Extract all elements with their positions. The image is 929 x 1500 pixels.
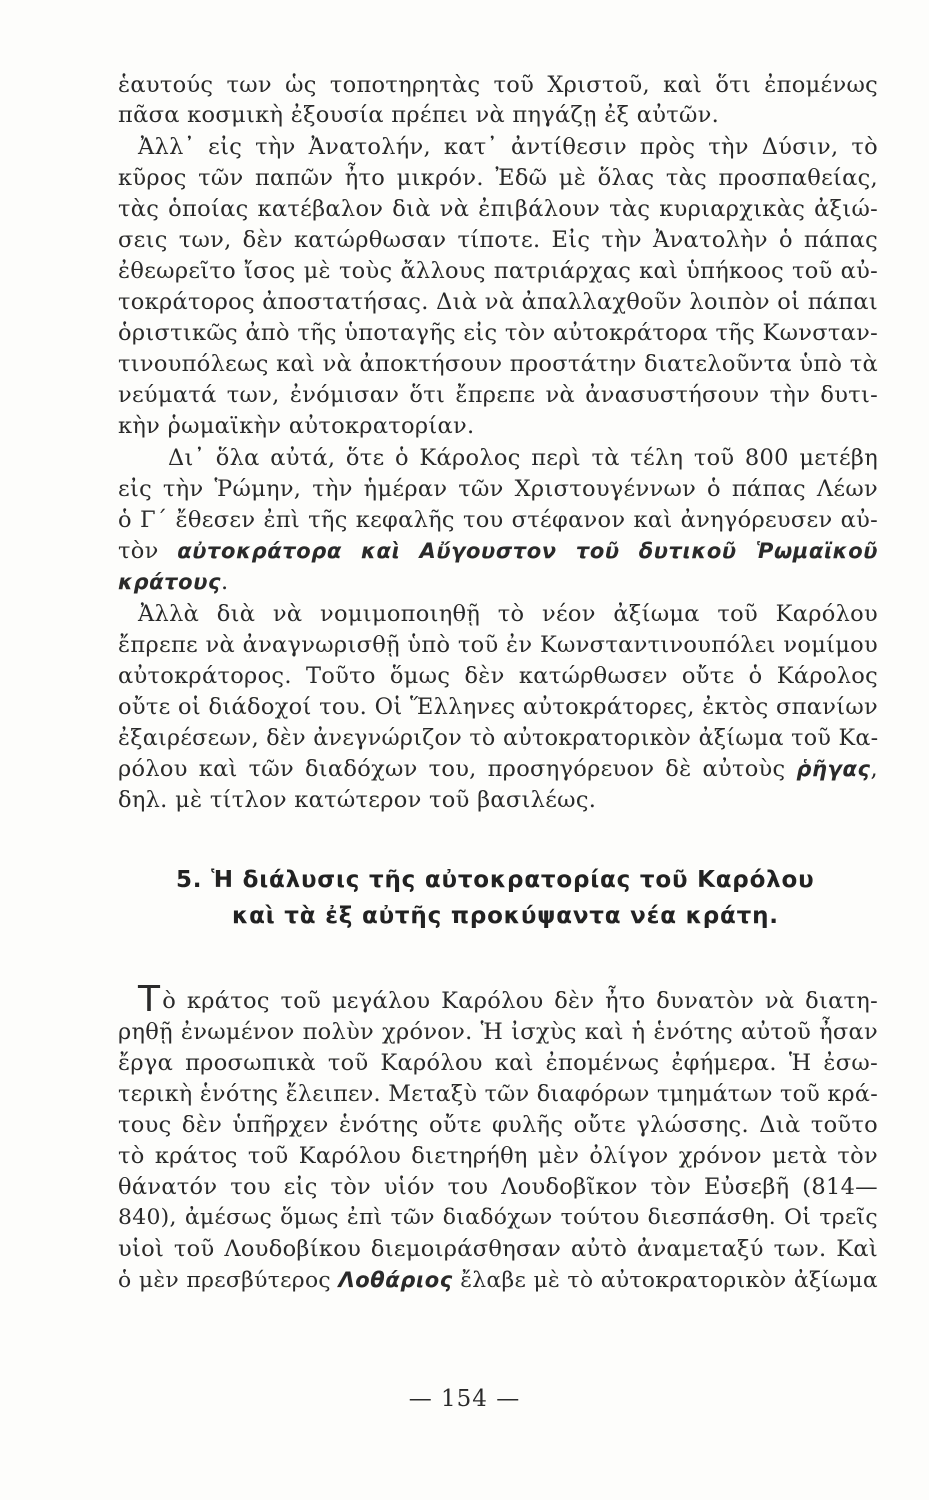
text-line: υἱοὶ τοῦ Λουδοβίκου διεμοιράσθησαν αὐτὸ ἀναμεταξύ των. Καὶ bbox=[118, 1236, 878, 1262]
text-line bbox=[118, 567, 878, 597]
text-line bbox=[118, 754, 878, 784]
text-line: εἰς τὴν Ῥώμην, τὴν ἡμέραν τῶν Χριστουγέννων ὁ πάπας Λέων bbox=[118, 476, 878, 502]
text-line: τερικὴ ἑνότης ἔλειπεν. Μεταξὺ τῶν διαφόρων τμημάτων τοῦ κρά- bbox=[118, 1081, 878, 1107]
text-line: κῦρος τῶν παπῶν ἦτο μικρόν. Ἐδῶ μὲ ὅλας τὰς προσπαθείας, bbox=[118, 165, 878, 191]
text-span: τὸν bbox=[118, 538, 159, 564]
text-line: ὁριστικῶς ἀπὸ τῆς ὑποταγῆς εἰς τὸν αὐτοκράτορα τῆς Κωνσταν- bbox=[118, 320, 878, 346]
section-title-line: Ἡ διάλυσις τῆς αὐτοκρατορίας τοῦ Καρόλου bbox=[211, 867, 815, 893]
emphasis-title: κράτους bbox=[118, 570, 222, 594]
text-line: ὁ Γ΄ ἔθεσεν ἐπὶ τῆς κεφαλῆς του στέφανον καὶ ἀνηγόρευσεν αὐ- bbox=[118, 507, 878, 533]
text-line: σεις των, δὲν κατώρθωσαν τίποτε. Εἰς τὴν Ἀνατολὴν ὁ πάπας bbox=[118, 227, 878, 253]
emphasis-name: Λοθάριος bbox=[338, 1268, 453, 1292]
text-line: πᾶσα κοσμικὴ ἐξουσία πρέπει νὰ πηγάζῃ ἐξ αὐτῶν. bbox=[118, 102, 720, 128]
text-span: ὁ μὲν πρεσβύτερος bbox=[118, 1268, 331, 1293]
text-line: οὔτε οἱ διάδοχοί του. Οἱ Ἕλληνες αὐτοκράτορες, ἐκτὸς σπανίων bbox=[118, 694, 878, 720]
section-heading bbox=[176, 862, 856, 898]
text-line: τὸ κράτος τοῦ Καρόλου διετηρήθη μὲν ὀλίγον χρόνον μετὰ τὸν bbox=[118, 1143, 878, 1169]
text-span: ὸ κράτος τοῦ μεγάλου Καρόλου δὲν ἦτο δυνατὸν νὰ διατη- bbox=[162, 988, 878, 1014]
text-line: τινουπόλεως καὶ νὰ ἀποκτήσουν προστάτην διατελοῦντα ὑπὸ τὰ bbox=[118, 351, 878, 377]
text-line: ἔργα προσωπικὰ τοῦ Καρόλου καὶ ἐπομένως ἐφήμερα. Ἡ ἐσω- bbox=[118, 1050, 878, 1076]
text-line: νεύματά των, ἐνόμισαν ὅτι ἔπρεπε νὰ ἀνασυστήσουν τὴν δυτι- bbox=[118, 382, 878, 408]
text-line bbox=[118, 1265, 878, 1295]
section-heading-line-2: καὶ τὰ ἐξ αὐτῆς προκύψαντα νέα κράτη. bbox=[232, 903, 779, 929]
text-line: ἐξαιρέσεων, δὲν ἀνεγνώριζον τὸ αὐτοκρατορικὸν ἀξίωμα τοῦ Κα- bbox=[118, 725, 879, 751]
emphasis-word: ῥῆγας bbox=[796, 757, 871, 781]
text-line: τὰς ὁποίας κατέβαλον διὰ νὰ ἐπιβάλουν τὰς κυριαρχικὰς ἀξιώ- bbox=[118, 196, 878, 222]
text-line: ἔπρεπε νὰ ἀναγνωρισθῇ ὑπὸ τοῦ ἐν Κωνσταντινουπόλει νομίμου bbox=[118, 632, 878, 658]
text-line: ἐθεωρεῖτο ἴσος μὲ τοὺς ἄλλους πατριάρχας καὶ ὑπήκοος τοῦ αὐ- bbox=[118, 258, 878, 284]
text-line: ἑαυτούς των ὡς τοποτηρητὰς τοῦ Χριστοῦ, καὶ ὅτι ἐπομένως bbox=[118, 72, 878, 98]
text-line: Δι᾽ ὅλα αὐτά, ὅτε ὁ Κάρολος περὶ τὰ τέλη τοῦ 800 μετέβη bbox=[168, 445, 878, 471]
text-line: κὴν ῥωμαϊκὴν αὐτοκρατορίαν. bbox=[118, 413, 475, 439]
text-span: ρόλου καὶ τῶν διαδόχων του, προσηγόρευον δὲ αὐτοὺς bbox=[118, 756, 786, 782]
text-line: 840), ἀμέσως ὅμως ἐπὶ τῶν διαδόχων τούτου διεσπάσθη. Οἱ τρεῖς bbox=[118, 1205, 878, 1230]
text-line bbox=[138, 979, 878, 1020]
text-span: . bbox=[221, 569, 229, 595]
drop-letter: Τ bbox=[138, 979, 161, 1020]
text-line: ρηθῇ ἐνωμένον πολὺν χρόνον. Ἡ ἰσχὺς καὶ ἡ ἑνότης αὐτοῦ ἦσαν bbox=[118, 1019, 878, 1045]
text-span: ἔλαβε μὲ τὸ αὐτοκρατορικὸν ἀξίωμα bbox=[460, 1268, 878, 1293]
text-line: δηλ. μὲ τίτλον κατώτερον τοῦ βασιλέως. bbox=[118, 787, 597, 813]
section-number: 5. bbox=[176, 867, 203, 893]
text-line: Ἀλλὰ διὰ νὰ νομιμοποιηθῇ τὸ νέον ἀξίωμα τοῦ Καρόλου bbox=[138, 601, 878, 627]
emphasis-title: αὐτοκράτορα καὶ Αὔγουστον τοῦ δυτικοῦ Ῥωμαϊκοῦ bbox=[177, 539, 879, 563]
text-span: , bbox=[870, 756, 878, 782]
text-line: τοκράτορος ἀποστατήσας. Διὰ νὰ ἀπαλλαχθοῦν λοιπὸν οἱ πάπαι bbox=[118, 289, 878, 315]
text-line: θάνατόν του εἰς τὸν υἱόν του Λουδοβῖκον τὸν Εὐσεβῆ (814— bbox=[118, 1174, 878, 1200]
text-line: αὐτοκράτορος. Τοῦτο ὅμως δὲν κατώρθωσεν οὔτε ὁ Κάρολος bbox=[118, 663, 878, 689]
page-number: — 154 — bbox=[408, 1386, 521, 1412]
text-line: Ἀλλ᾽ εἰς τὴν Ἀνατολήν, κατ᾽ ἀντίθεσιν πρὸς τὴν Δύσιν, τὸ bbox=[138, 134, 878, 160]
text-line: τους δὲν ὑπῆρχεν ἑνότης οὔτε φυλῆς οὔτε γλώσσης. Διὰ τοῦτο bbox=[118, 1112, 878, 1138]
text-line bbox=[118, 536, 878, 566]
